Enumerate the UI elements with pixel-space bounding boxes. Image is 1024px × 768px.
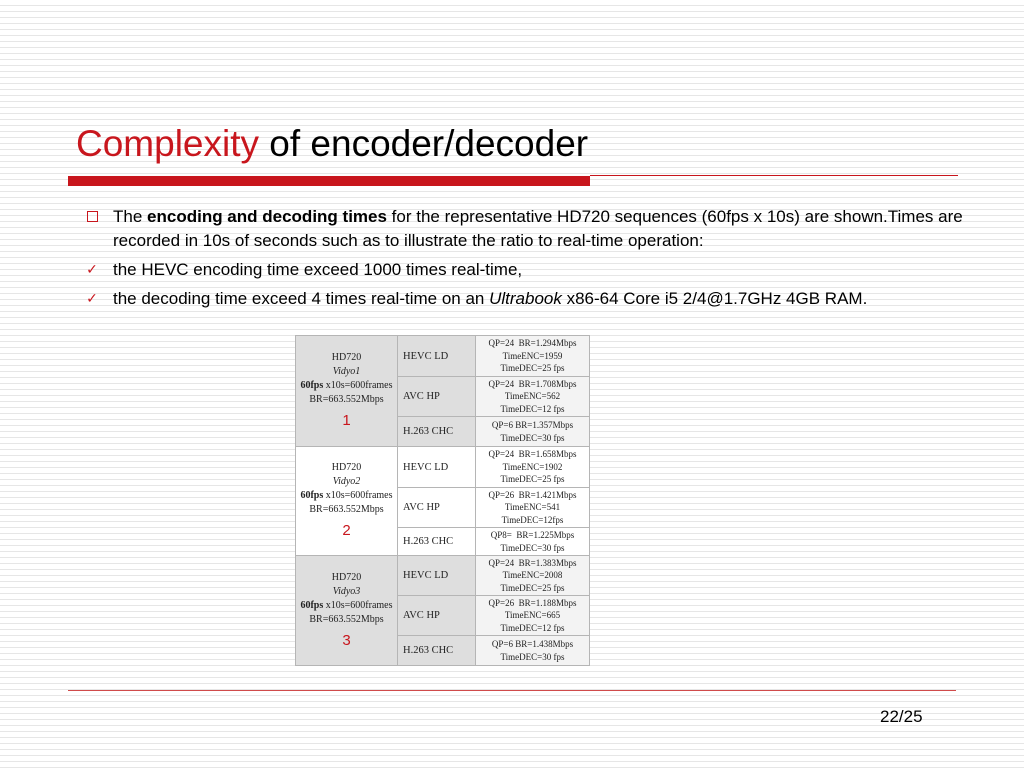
- result-cell: [476, 596, 590, 636]
- page-number: 22/25: [880, 707, 923, 726]
- codec-cell: HEVC LD: [398, 447, 476, 488]
- qp-line: QP=26 BR=1.421Mbps: [488, 489, 577, 500]
- results-table: [295, 335, 590, 666]
- result-cell: [476, 636, 590, 666]
- enc-line: TimeENC=665: [504, 610, 561, 621]
- codec-cell: AVC HP: [398, 596, 476, 636]
- sequence-cell: [296, 447, 398, 556]
- enc-line: TimeENC=562: [504, 391, 561, 402]
- result-cell: [476, 377, 590, 417]
- group-number: 1: [342, 412, 351, 429]
- checkmark-icon: ✓: [86, 291, 98, 307]
- footer-rule: [68, 690, 956, 691]
- resolution-label: HD720: [331, 462, 362, 473]
- frames-label: x10s=600frames: [323, 490, 393, 501]
- fps-label: 60fps: [300, 490, 324, 501]
- bullet-text: the HEVC encoding time exceed 1000 times real-time,: [113, 260, 523, 279]
- table-row: [296, 447, 590, 488]
- bullet-bold: encoding and decoding times: [147, 207, 387, 226]
- qp-line: QP=24 BR=1.294Mbps: [488, 338, 577, 349]
- sequence-cell: [296, 556, 398, 666]
- codec-cell: H.263 CHC: [398, 528, 476, 556]
- qp-line: QP=26 BR=1.188Mbps: [488, 597, 577, 608]
- frames-label: x10s=600frames: [323, 380, 393, 391]
- title-rest: of encoder/decoder: [259, 123, 589, 164]
- bitrate-label: BR=663.552Mbps: [309, 394, 384, 405]
- bitrate-label: BR=663.552Mbps: [309, 504, 384, 515]
- results-table-wrapper: [295, 335, 590, 666]
- fps-line: [296, 489, 397, 503]
- square-bullet-icon: [82, 205, 102, 229]
- codec-cell: H.263 CHC: [398, 417, 476, 447]
- codec-cell: AVC HP: [398, 377, 476, 417]
- qp-line: QP=6 BR=1.357Mbps: [491, 420, 574, 430]
- bullet-suffix: for the representative HD720 sequences (60fps x 10s) are shown.Times are recorded in 10s of seconds such as to illustrate the ratio to real-time operation:: [113, 207, 963, 250]
- sequence-label: Vidyo1: [332, 366, 361, 377]
- result-cell: [476, 556, 590, 596]
- sequence-label: Vidyo3: [332, 585, 361, 597]
- fps-line: [296, 599, 397, 613]
- bullet-prefix: The: [113, 207, 148, 226]
- enc-line: TimeENC=2008: [502, 570, 563, 581]
- result-cell: [476, 528, 590, 556]
- codec-cell: HEVC LD: [398, 336, 476, 377]
- dec-line: TimeDEC=30 fps: [500, 432, 565, 443]
- enc-line: TimeENC=1902: [502, 461, 563, 472]
- fps-label: 60fps: [300, 599, 324, 611]
- codec-cell: AVC HP: [398, 488, 476, 528]
- sequence-label: Vidyo2: [332, 476, 361, 487]
- fps-label: 60fps: [300, 380, 324, 391]
- group-number: 3: [342, 631, 351, 649]
- bullet-item: [82, 205, 982, 253]
- sequence-cell: [296, 336, 398, 447]
- group-number: 2: [342, 522, 351, 539]
- bullet-item: [82, 258, 982, 282]
- bullet-prefix: the decoding time exceed 4 times real-time on an: [113, 289, 490, 308]
- qp-line: QP=24 BR=1.383Mbps: [488, 557, 577, 568]
- qp-line: QP8= BR=1.225Mbps: [490, 530, 575, 540]
- table-row: [296, 336, 590, 377]
- enc-line: TimeENC=541: [504, 502, 561, 513]
- bitrate-label: BR=663.552Mbps: [309, 613, 384, 625]
- bullet-italic: Ultrabook: [489, 289, 562, 308]
- resolution-label: HD720: [331, 571, 362, 583]
- qp-line: QP=24 BR=1.708Mbps: [488, 378, 577, 389]
- slide-title: [76, 120, 588, 168]
- bullet-suffix: x86-64 Core i5 2/4@1.7GHz 4GB RAM.: [561, 289, 868, 308]
- dec-line: TimeDEC=25 fps: [500, 582, 565, 593]
- bullet-list: [82, 205, 982, 316]
- bullet-item: [82, 287, 982, 311]
- codec-cell: HEVC LD: [398, 556, 476, 596]
- enc-line: TimeENC=1959: [502, 350, 563, 361]
- qp-line: QP=24 BR=1.658Mbps: [488, 449, 577, 460]
- table-row: [296, 556, 590, 596]
- title-accent: Complexity: [76, 123, 259, 164]
- dec-line: TimeDEC=25 fps: [500, 474, 565, 485]
- result-cell: [476, 417, 590, 447]
- resolution-label: HD720: [331, 352, 362, 363]
- dec-line: TimeDEC=12 fps: [500, 403, 565, 414]
- dec-line: TimeDEC=30 fps: [500, 651, 565, 662]
- result-cell: [476, 447, 590, 488]
- checkmark-icon: ✓: [86, 262, 98, 278]
- dec-line: TimeDEC=30 fps: [500, 542, 565, 553]
- title-underline-rule: [590, 175, 958, 176]
- result-cell: [476, 336, 590, 377]
- dec-line: TimeDEC=12fps: [501, 514, 564, 525]
- qp-line: QP=6 BR=1.438Mbps: [491, 639, 574, 649]
- result-cell: [476, 488, 590, 528]
- codec-cell: H.263 CHC: [398, 636, 476, 666]
- dec-line: TimeDEC=25 fps: [500, 363, 565, 374]
- fps-line: [296, 379, 397, 393]
- frames-label: x10s=600frames: [323, 599, 393, 611]
- dec-line: TimeDEC=12 fps: [500, 622, 565, 633]
- title-underline-bar: [68, 176, 590, 186]
